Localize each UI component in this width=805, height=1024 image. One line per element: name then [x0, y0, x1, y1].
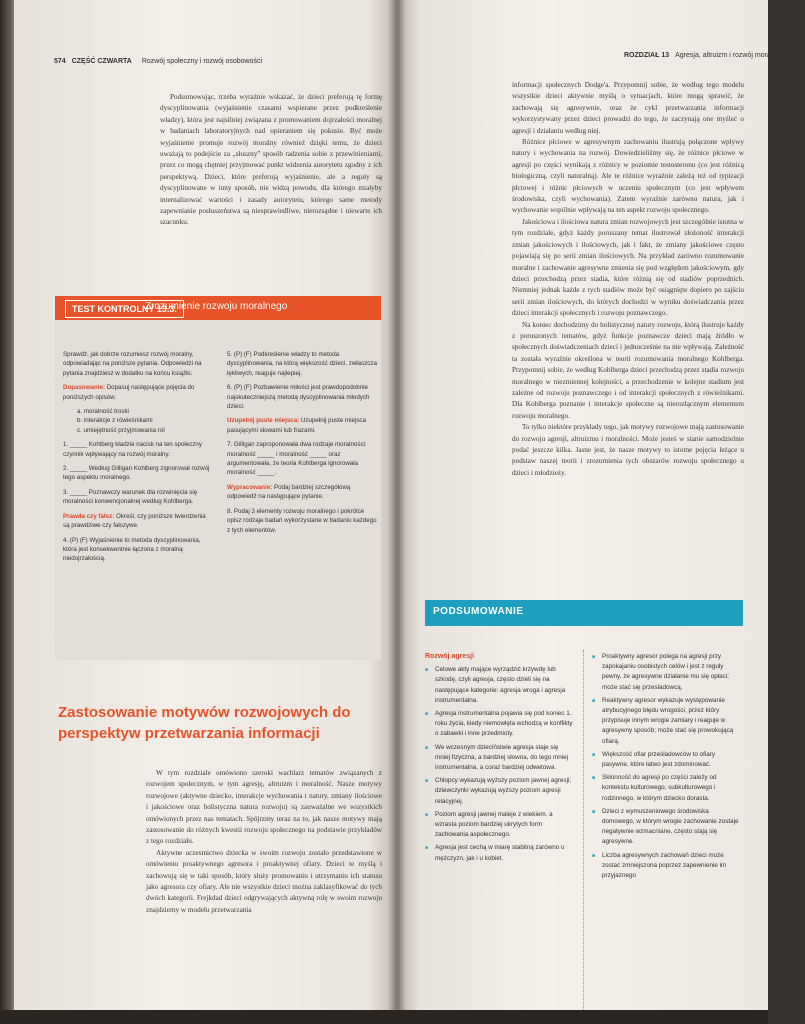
match-item: 2. _____ Według Gilligan Kohlberg zignorował rozwój tego aspektu moralnego. [63, 465, 210, 482]
section-paragraph: W tym rozdziale omówiono szeroki wachlarz tematów związanych z rozwojem społecznym, w tym agresję, altruizm i moralność. Nasze motywy rozwojowe (aktywne dziecko, interakcje wychowania i natury, zmiany ilościowe i jakościowe oraz holistyczna natura rozwoju) są zauważalne we wszystkich omówionych przez nas tematach. Spójrzmy teraz na to, jak nasze motywy mają zastosowanie do różnych kwestii rozwoju społecznego na podstawie przykładów z tego rozdziału. [146, 769, 382, 846]
right-body [512, 80, 744, 479]
short-answer-text: Podaj bardziej szczegółową odpowiedź na następujące pytanie. [227, 483, 351, 501]
summary-bullet: ■ Celowe akty mające wyrządzić krzywdę lub szkodę, czyli agresja, często dzieli się na następujące kategorie: agresja wroga i agresja instrumentalna. [425, 665, 575, 706]
fill-instructions [227, 416, 377, 435]
fill-item: 7. Gilligan zaproponowała dwa rodzaje moralności: moralność _____ i moralność _____ oraz argumentowała, że teoria Kohlberga ignorowała moralność _____. [227, 441, 367, 477]
test-box [55, 296, 381, 660]
summary-bullet: ■ We wczesnym dzieciństwie agresja staje się mniej fizyczna, a bardziej słowna, do tego mniej instrumentalna, a coraz bardziej odwetowa. [425, 743, 575, 774]
right-page-number: 575 [787, 52, 800, 59]
summary-bullet: ■ Dzieci z wymuszeniowego środowiska domowego, w którym wrogie zachowanie zostaje negatywnie wzmacniane, często stają się agresywne. [592, 807, 742, 848]
right-paragraph: To tylko niektóre przykłady tego, jak motywy rozwojowe mają zastosowanie do rozwoju agresji, altruizmu i moralności. Może jesteś w stanie samodzielnie podać jeszcze kilka. Jasne jest, że nasze motywy to istotne pojęcia leżące u podstaw naszej teorii i zrozumienia tych obszarów rozwoju społecznego u dzieci i młodzieży. [512, 423, 744, 477]
summary-left-column [425, 652, 575, 867]
tf-item: 5. (P) (F) Podkreślenie władzy to metoda dyscyplinowania, na którą większość dzieci, zwłaszcza lękliwych, reaguje najlepiej. [227, 351, 377, 377]
left-running-head [54, 58, 262, 65]
test-box-tag: TEST KONTROLNY 13.3. [65, 300, 184, 318]
part-label: CZĘŚĆ CZWARTA [71, 58, 132, 65]
summary-bullet: ■ Agresja jest cechą w miarę stabilną zarówno u mężczyzn, jak i u kobiet. [425, 843, 575, 863]
short-answer-instructions [227, 483, 377, 502]
section-body [146, 768, 382, 916]
right-paragraph: Na koniec dochodzimy do holistycznej natury rozwoju, którą ilustruje każdy z poruszonych tematów, gdyż funkcje poznawcze dzieci mają źródło w społecznych doświadczeniach dzieci i jednocześnie na nie wpływają. Zależność ta została wyraźnie określona w teorii rozumowania moralnego Kohlberga. Przypomnij sobie, że według Kohlberga dzieci przechodzą przez stadia rozwoju moralnego w niezmiennej kolejności, a przechodzenie w kolejne stadium jest zależne od rozwoju poznawczego i od interakcji społecznych z rówieśnikami. Dla Kohlberga poznanie i interakcje społeczne są nierozłącznym elementem rozwoju moralnego. [512, 320, 744, 420]
match-instructions [63, 383, 213, 402]
tf-lead: Prawda czy fałsz: [63, 512, 115, 520]
match-option: a. moralność troski [77, 408, 129, 416]
chapter-label: ROZDZIAŁ 13 [624, 52, 670, 59]
match-item: 1. _____ Kohlberg kładzie nacisk na ten społeczny czynnik wpływający na rozwój moralny. [63, 441, 202, 458]
right-running-title: Agresja, altruizm i rozwój moralny [675, 52, 780, 59]
summary-bullet: ■ Agresja instrumentalna pojawia się pod koniec 1. roku życia, kiedy niemowlęta wchodzą w konflikty o zabawki i inne przedmioty. [425, 709, 575, 740]
tf-item: 4. (P) (F) Wyjaśnienie to metoda dyscyplinowania, która jest konsekwentnie łączona z moralną niedojrzałością. [63, 536, 201, 563]
summary-bullet: ■ Większość ofiar prześladowców to ofiary pasywne, które łatwo jest zdominować. [592, 750, 742, 770]
match-option: b. interakcje z rówieśnikami [77, 417, 153, 425]
left-running-title: Rozwój społeczny i rozwój osobowości [141, 58, 263, 65]
test-box-title: Zrozumienie rozwoju moralnego [145, 301, 288, 312]
desk-surface [0, 1010, 768, 1024]
summary-right-column [592, 652, 742, 884]
summary-bullet: ■ Poziom agresji jawnej maleje z wiekiem, a wzrasta poziom bardziej ukrytych form zachowania aspołecznego. [425, 810, 575, 841]
test-box-right-column [227, 350, 377, 540]
intro-text: Podsumowując, trzeba wyraźnie wskazać, że dzieci preferują tę formę dyscyplinowania (wyjaśnienie czasami wspierane przez podkreślenie władzy), która jest najsilniej związana z promowaniem dojrzałości moralnej w badaniach laboratoryjnych nad opieraniem się pokusie. Być może wyjaśnienie promuje rozwój moralny również dzięki temu, że dzieci uważają to podejście za „słuszny” sposób radzenia sobie z przewinieniami, przez co mogą chętniej przyjmować punkt widzenia autorytetu zgodny z ich perspektywą. Dzieci, które preferują wyjaśnienie, ale a reguły są dyscyplinowane w inny sposób, nie widzą powodu, dla którego miałyby internalizować wartości i zasady autorytetu, którego same metody zapewnianie posłuszeństwa są niesprawiedliwe, nierozsądne i niewarte ich szacunku. [160, 93, 382, 227]
right-paragraph: informacji społecznych Dodge'a. Przypomnij sobie, że według tego modelu wszystkie dzieci aktywnie myślą o sytuacjach, które mogą sprawić, że zachowają się agresywnie, oraz że cykl przetwarzania informacji wykorzystywany przez dzieci prowadzi do tego, że zaczynają one myśleć o agresji i działaniu według niej. [512, 81, 744, 135]
match-option: c. umiejętność przyjmowania ról [77, 426, 165, 434]
fill-text: Uzupełnij puste miejsca pasującymi słowami lub frazami. [227, 417, 366, 434]
right-paragraph: Jakościowa i ilościowa natura zmian rozwojowych jest szczególnie istotna w tym rozdziale, gdyż każdy poruszany temat ilustrował złożoność interakcji zmian jakościowych i ilościowych, jak i fakt, że zmiany jakościowe często pojawiają się po serii zmian ilościowych. Na przykład zarówno rozumowanie moralne i zachowanie agresywne zmienia się pod względem jakościowym, gdy dzieci przechodzą przez stadia, które różnią się od stadiów poprzednich. Niemniej jednak każde z tych stadiów może być osiągnięte dopiero po zajściu serii zmian ilościowych, do których dochodzi w wyniku doświadczania przez dzieci interakcji społecznych i rozwoju poznawczego. [512, 217, 744, 318]
summary-bullet: ■ Chłopcy wykazują wyższy poziom jawnej agresji; dziewczynki wykazują wyższy poziom agresji relacyjnej. [425, 776, 575, 807]
summary-heading: PODSUMOWANIE [433, 606, 524, 617]
summary-bullet: ■ Skłonność do agresji po części zależy od kontekstu kulturowego, subkulturowego i rodzinnego, w którym dziecko dorasta. [592, 773, 742, 804]
summary-column-divider [583, 650, 584, 1010]
summary-header [425, 600, 743, 626]
left-page-number: 574 [54, 58, 66, 65]
right-paragraph: Różnice płciowe w agresywnym zachowaniu ilustrują połączone wpływy natury i wychowania na rozwój. Dowiedzieliśmy się, że różnice płciowe w agresji po części wynikają z różnicy w poziomie testosteronu (co jest różnicą biologiczną, czyli naturalną). Ale te różnice wyraźnie zależą też od typizacji płciowej i różnic płciowych w uczeniu społecznym (co jest wpływem środowiska, czyli wychowania). Zatem wyraźnie zarówno natura, jak i wychowanie wspólnie wpływają na ten aspekt rozwoju społecznego. [512, 138, 744, 215]
match-lead: Dopasowanie: [63, 384, 105, 392]
test-box-header [55, 296, 381, 320]
section-title: Zastosowanie motywów rozwojowych do perspektyw przetwarzania informacji [58, 704, 351, 742]
short-answer-item: 8. Podaj 3 elementy rozwoju moralnego i pokrótce opisz rodzaje badań wykorzystane w badaniu każdego z tych elementów. [227, 507, 377, 534]
section-paragraph: Aktywne uczestnictwo dziecka w swoim rozwoju zostało przedstawione w omówieniu proaktywnego agresora i proaktywnej ofiary. Dzieci te myślą i zachowują się w taki sposób, który służy promowaniu i utrzymaniu ich statusu jako agresora czy ofiary. Ale nie wszystkie dzieci można zaklasyfikować do tych dwóch kategorii. Frejkdad dzieci odgrywających aktywną rolę w swoim rozwoju znajdziemy w modelu przetwarzania [146, 848, 382, 914]
summary-subheading: Rozwój agresji [425, 653, 475, 660]
fill-lead: Uzupełnij puste miejsca: [227, 417, 300, 425]
tf-instructions [63, 512, 213, 531]
summary-bullet: ■ Proaktywny agresor polega na agresji przy zapokajaniu osobistych celów i jest z reguły pewny, że agresywne działanie mu się opłaci; może stać się przesladowcą. [592, 652, 742, 693]
tf-text: Określ, czy poniższe twierdzenia są prawdziwe czy fałszywe. [63, 512, 206, 530]
test-box-left-column [63, 350, 213, 569]
summary-bullet: ■ Liczba agresywnych zachowań dzieci może zostać zmniejszona poprzez zapewnienie im przyjaznego [592, 851, 742, 882]
intro-paragraph [160, 92, 382, 229]
right-running-head [624, 52, 805, 59]
book-gutter [388, 0, 406, 1024]
test-intro: Sprawdź, jak dobrze rozumiesz rozwój moralny, odpowiadając na poniższe pytania. Odpowiedzi na pytania znajdziesz w dodatku na końcu książki. [63, 351, 202, 377]
match-text: Dopasuj następujące pojęcia do poniższych opisów. [63, 384, 195, 401]
short-answer-lead: Wypracowanie: [227, 483, 273, 491]
summary-bullet: ■ Reaktywny agresor wykazuje występowanie atrybucyjnego błędu wrogości, przez który przypisuje innym wrogie zamiary i reaguje w agresywny sposób; może stać się prowokującą ofiarą. [592, 696, 742, 747]
tf-item: 6. (P) (F) Pozbawienie miłości jest prawdopodobnie najskuteczniejszą metodą dyscyplinowania młodych dzieci. [227, 384, 370, 411]
match-item: 3. _____ Poznawczy warunek dla rozwinięcia się moralności konwencjonalnej według Kohlberga. [63, 488, 198, 506]
